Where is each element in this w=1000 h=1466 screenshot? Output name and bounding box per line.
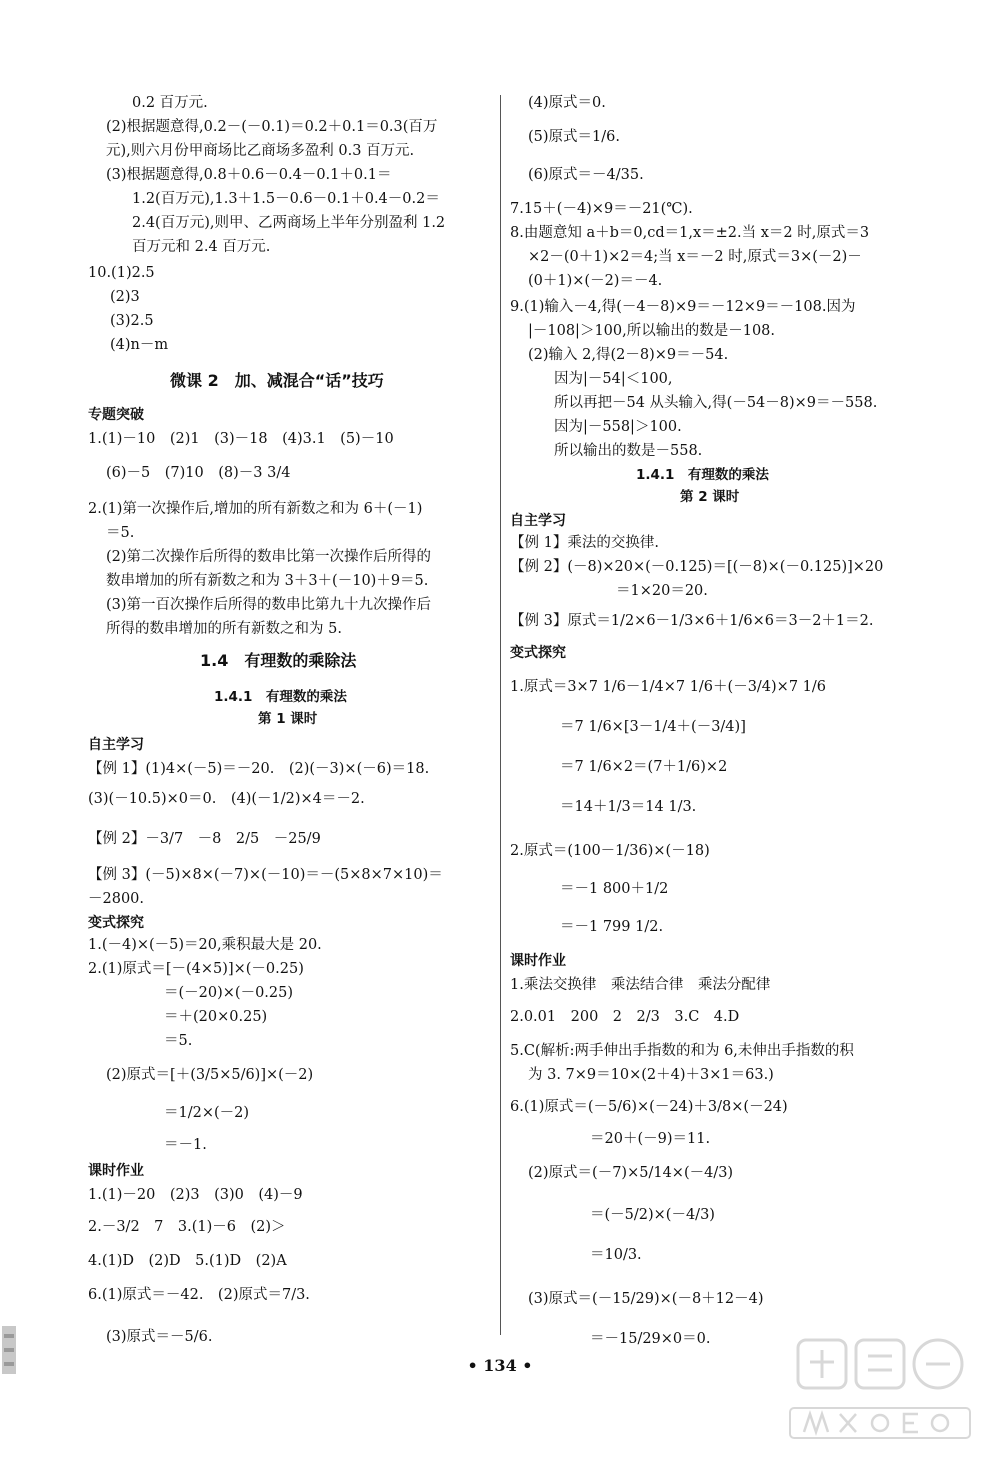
text-line: ＝(－20)×(－0.25) xyxy=(164,985,294,1001)
subsection-heading: 自主学习 xyxy=(510,513,566,529)
text-line: 2.(1)第一次操作后,增加的所有新数之和为 6＋(－1) xyxy=(88,501,423,517)
text-line: 为 3. 7×9＝10×(2＋4)＋3×1＝63.) xyxy=(528,1067,774,1083)
text-line: 元),则六月份甲商场比乙商场多盈利 0.3 百万元. xyxy=(106,143,415,159)
text-line: (6)－5 (7)10 (8)－3 3/4 xyxy=(106,465,291,481)
text-line: 2.原式＝(100－1/36)×(－18) xyxy=(510,843,710,859)
text-line: 5.C(解析:两手伸出手指数的和为 6,未伸出手指数的积 xyxy=(510,1043,854,1059)
text-line: 所得的数串增加的所有新数之和为 5. xyxy=(106,621,342,637)
text-line: 数串增加的所有新数之和为 3＋3＋(－10)＋9＝5. xyxy=(106,573,429,589)
text-line: 因为|－54|＜100, xyxy=(554,371,673,387)
subsection-heading: 课时作业 xyxy=(510,953,566,969)
text-line: ＝－15/29×0＝0. xyxy=(590,1331,711,1347)
text-line: ＝＋(20×0.25) xyxy=(164,1009,268,1025)
text-line: 【例 3】(－5)×8×(－7)×(－10)＝－(5×8×7×10)＝ xyxy=(88,867,443,883)
text-line: 2.0.01 200 2 2/3 3.C 4.D xyxy=(510,1009,740,1025)
text-line: 2.(1)原式＝[－(4×5)]×(－0.25) xyxy=(88,961,304,977)
subsection-heading: 变式探究 xyxy=(510,645,566,661)
text-line: (3)原式＝(－15/29)×(－8＋12－4) xyxy=(528,1291,764,1307)
text-line: 百万元和 2.4 百万元. xyxy=(132,239,271,255)
text-line: 8.由题意知 a＋b＝0,cd＝1,x＝±2.当 x＝2 时,原式＝3 xyxy=(510,225,870,241)
text-line: 【例 3】原式＝1/2×6－1/3×6＋1/6×6＝3－2＋1＝2. xyxy=(510,613,874,629)
text-line: (3)(－10.5)×0＝0. (4)(－1/2)×4＝－2. xyxy=(88,791,365,807)
text-line: 7.15＋(－4)×9＝－21(℃). xyxy=(510,201,693,217)
text-line: (3)第一百次操作后所得的数串比第九十九次操作后 xyxy=(106,597,432,613)
text-line: 1.(－4)×(－5)＝20,乘积最大是 20. xyxy=(88,937,322,953)
section-heading: 1.4 有理数的乘除法 xyxy=(200,651,357,670)
text-line: (5)原式＝1/6. xyxy=(528,129,620,145)
text-line: 因为|－558|＞100. xyxy=(554,419,682,435)
text-line: (2)原式＝[＋(3/5×5/6)]×(－2) xyxy=(106,1067,314,1083)
text-line: 0.2 百万元. xyxy=(132,95,208,111)
subsection-heading: 1.4.1 有理数的乘法 xyxy=(214,689,347,705)
text-line: 1.(1)－10 (2)1 (3)－18 (4)3.1 (5)－10 xyxy=(88,431,394,447)
text-line: 所以再把－54 从头输入,得(－54－8)×9＝－558. xyxy=(554,395,878,411)
text-line: ＝1×20＝20. xyxy=(616,583,708,599)
text-line: －2800. xyxy=(88,891,145,907)
text-line: (4)n－m xyxy=(110,337,169,353)
text-line: (2)第二次操作后所得的数串比第一次操作后所得的 xyxy=(106,549,432,565)
lesson-heading: 第 1 课时 xyxy=(258,711,318,727)
text-line: ＝20＋(－9)＝11. xyxy=(590,1131,711,1147)
text-line: 【例 2】(－8)×20×(－0.125)＝[(－8)×(－0.125)]×20 xyxy=(510,559,884,575)
text-line: 1.2(百万元),1.3＋1.5－0.6－0.1＋0.4－0.2＝ xyxy=(132,191,440,207)
text-line: ＝1/2×(－2) xyxy=(164,1105,250,1121)
section-heading: 微课 2 加、减混合“话”技巧 xyxy=(170,371,384,390)
text-line: 1.乘法交换律 乘法结合律 乘法分配律 xyxy=(510,977,771,993)
scan-edge-mark xyxy=(0,1320,26,1380)
text-line: 【例 1】(1)4×(－5)＝－20. (2)(－3)×(－6)＝18. xyxy=(88,761,430,777)
subsection-heading: 专题突破 xyxy=(88,407,144,423)
text-line: 1.(1)－20 (2)3 (3)0 (4)－9 xyxy=(88,1187,303,1203)
text-line: 1.原式＝3×7 1/6－1/4×7 1/6＋(－3/4)×7 1/6 xyxy=(510,679,827,695)
text-line: ＝－1. xyxy=(164,1137,207,1153)
text-line: (2)输入 2,得(2－8)×9＝－54. xyxy=(528,347,729,363)
subsection-heading: 自主学习 xyxy=(88,737,144,753)
text-line: ＝7 1/6×2＝(7＋1/6)×2 xyxy=(560,759,728,775)
text-line: (3)2.5 xyxy=(110,313,154,329)
text-line: 2.4(百万元),则甲、乙两商场上半年分别盈利 1.2 xyxy=(132,215,446,231)
lesson-heading: 第 2 课时 xyxy=(680,489,740,505)
subsection-heading: 课时作业 xyxy=(88,1163,144,1179)
text-line: 所以输出的数是－558. xyxy=(554,443,703,459)
text-line: 9.(1)输入－4,得(－4－8)×9＝－12×9＝－108.因为 xyxy=(510,299,856,315)
text-line: (0＋1)×(－2)＝－4. xyxy=(528,273,663,289)
text-line: ＝10/3. xyxy=(590,1247,642,1263)
text-line: |－108|＞100,所以输出的数是－108. xyxy=(528,323,776,339)
text-line: ＝－1 800＋1/2 xyxy=(560,881,669,897)
text-line: ＝(－5/2)×(－4/3) xyxy=(590,1207,715,1223)
text-line: ＝5. xyxy=(106,525,135,541)
text-line: 【例 1】乘法的交换律. xyxy=(510,535,659,551)
text-line: (3)原式＝－5/6. xyxy=(106,1329,213,1345)
page-number: • 134 • xyxy=(467,1356,533,1375)
text-line: ＝－1 799 1/2. xyxy=(560,919,664,935)
column-divider xyxy=(500,95,501,1335)
text-line: (2)3 xyxy=(110,289,140,305)
text-line: 6.(1)原式＝(－5/6)×(－24)＋3/8×(－24) xyxy=(510,1099,788,1115)
text-line: 4.(1)D (2)D 5.(1)D (2)A xyxy=(88,1253,287,1269)
text-line: (3)根据题意得,0.8＋0.6－0.4－0.1＋0.1＝ xyxy=(106,167,392,183)
text-line: (6)原式＝－4/35. xyxy=(528,167,644,183)
text-line: ＝7 1/6×[3－1/4＋(－3/4)] xyxy=(560,719,746,735)
text-line: 2.－3/2 7 3.(1)－6 (2)＞ xyxy=(88,1219,286,1235)
text-line: 6.(1)原式＝－42. (2)原式＝7/3. xyxy=(88,1287,310,1303)
text-line: (4)原式＝0. xyxy=(528,95,606,111)
subsection-heading: 变式探究 xyxy=(88,915,144,931)
text-line: (2)根据题意得,0.2－(－0.1)＝0.2＋0.1＝0.3(百万 xyxy=(106,119,438,135)
text-line: ＝5. xyxy=(164,1033,193,1049)
subsection-heading: 1.4.1 有理数的乘法 xyxy=(636,467,769,483)
text-line: 10.(1)2.5 xyxy=(88,265,155,281)
text-line: (2)原式＝(－7)×5/14×(－4/3) xyxy=(528,1165,734,1181)
text-line: ＝14＋1/3＝14 1/3. xyxy=(560,799,697,815)
watermark-logo xyxy=(780,1332,980,1452)
text-line: ×2－(0＋1)×2＝4;当 x＝－2 时,原式＝3×(－2)－ xyxy=(528,249,862,265)
text-line: 【例 2】－3/7 －8 2/5 －25/9 xyxy=(88,831,321,847)
